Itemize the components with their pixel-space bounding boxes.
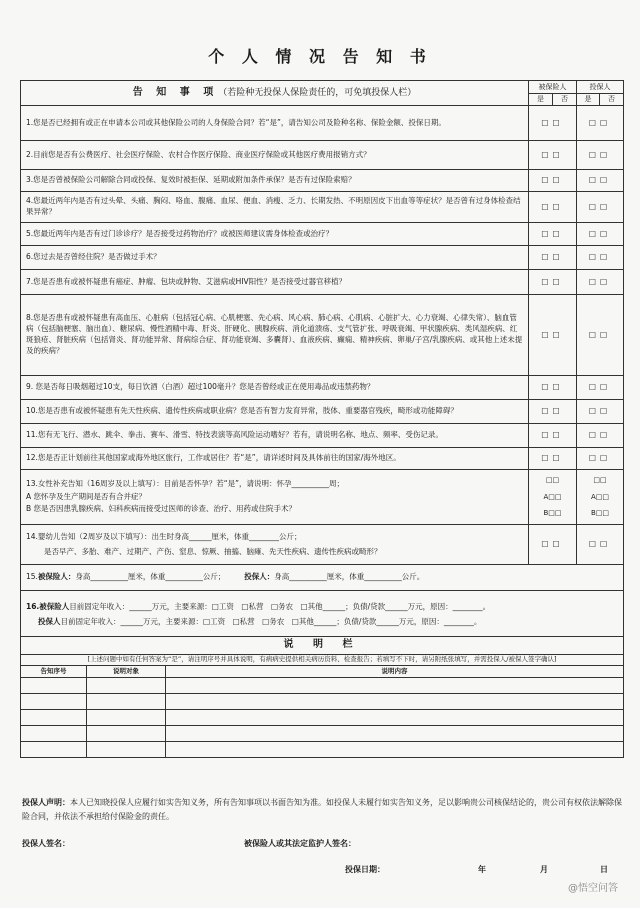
question-row-14 (21, 525, 624, 565)
col-subject: 说明对象 (87, 666, 166, 678)
question-text: 13.女性补充告知（16周岁及以上填写）：目前是否怀孕？若“是”，请说明：怀孕__________周； A 您怀孕及生产期间是否有合并症？ B 您是否因患乳腺疾病、妇科疾病而接受过医师的诊查、治疗、用药或住院手术？ (21, 470, 529, 525)
insured-checkboxes[interactable]: □□ (529, 106, 577, 141)
holder-checkboxes[interactable]: □□ (577, 448, 624, 470)
question-text: 3.您是否曾被保险公司解除合同或投保、复效时被拒保、延期或附加条件承保？是否有过保险索赔？ (21, 170, 529, 192)
holder-checkboxes[interactable]: □□ (577, 400, 624, 424)
insured-checkboxes[interactable]: □□ (529, 448, 577, 470)
insured-checkboxes[interactable]: □□ (529, 170, 577, 192)
height-weight-line: 15.被保险人：身高__________厘米，体重__________公斤； 投保人：身高__________厘米，体重__________公斤。 (21, 565, 624, 591)
date-year: 年 (478, 865, 486, 874)
explanation-row[interactable] (21, 678, 624, 694)
question-row (21, 246, 624, 270)
question-row (21, 270, 624, 295)
insured-checkboxes[interactable]: □□ (529, 223, 577, 246)
header-no: 否 (600, 94, 624, 106)
holder-checkboxes[interactable]: □□ (577, 246, 624, 270)
holder-checkboxes[interactable]: □□ (577, 106, 624, 141)
policyholder-signature[interactable]: 投保人签名： (22, 839, 70, 848)
col-content: 说明内容 (166, 666, 624, 678)
insured-checkboxes[interactable]: □□ (529, 270, 577, 295)
question-row (21, 170, 624, 192)
page-title: 个 人 情 况 告 知 书 (208, 47, 432, 66)
watermark: @悟空问答 (568, 883, 618, 894)
question-row-13 (21, 470, 624, 525)
insured-checkboxes[interactable]: □□ (529, 376, 577, 400)
question-row (21, 424, 624, 448)
disclosure-table (20, 80, 624, 758)
header-notice-items: 告 知 事 项（若险种无投保人保险责任的，可免填投保人栏） (21, 81, 529, 106)
insured-checkboxes[interactable]: □□ (529, 295, 577, 376)
insured-signature[interactable]: 被保险人或其法定监护人签名： (244, 839, 356, 848)
explanation-row[interactable] (21, 694, 624, 710)
question-row (21, 223, 624, 246)
explanation-note: [上述问题中如有任何答案为“是”，请注明序号并具体说明，有病病史提供相关病历资料、检查报告；若填写不下时，请另附纸张填写，并需投保人/被保人签字确认] (21, 655, 624, 666)
holder-checkboxes[interactable]: □□ (577, 525, 624, 565)
question-text: 4.您最近两年内是否有过头晕、头痛、胸闷、咯血、腹痛、血尿、便血、消瘦、乏力、长期发热、不明原因皮下出血等等症状？是否曾有过身体检查结果异常？ (21, 192, 529, 223)
question-text: 1.您是否已经拥有或正在申请本公司或其他保险公司的人身保险合同？若“是”，请告知公司及险种名称、保险金额、投保日期。 (21, 106, 529, 141)
declaration-label: 投保人声明： (22, 798, 70, 807)
holder-checkboxes[interactable]: □□ (577, 424, 624, 448)
question-row (21, 448, 624, 470)
holder-checkboxes[interactable]: □□ (577, 270, 624, 295)
question-row-15 (21, 565, 624, 591)
question-text: 12.您是否正计划前往其他国家或海外地区旅行，工作或居住？若“是”，请详述时间及具体前往的国家/海外地区。 (21, 448, 529, 470)
explanation-title: 说 明 栏 (21, 637, 624, 655)
insured-checkboxes[interactable]: □□ (529, 525, 577, 565)
header-policyholder: 投保人 (577, 81, 624, 94)
declaration-text: 本人已知晓投保人应履行如实告知义务，所有告知事项以书面告知为准。如投保人未履行如实告知义务，足以影响贵公司核保结论的，贵公司有权依法解除保险合同，并依法不承担给付保险金的责任。 (22, 798, 622, 821)
explanation-row[interactable] (21, 726, 624, 742)
insured-checkboxes[interactable]: □□ (529, 192, 577, 223)
date-month: 月 (540, 865, 548, 874)
application-date-label: 投保日期： (345, 865, 385, 874)
question-text: 14.婴幼儿告知（2周岁及以下填写）：出生时身高______厘米，体重________公斤； 是否早产、多胎、难产、过期产、产伤、窒息、惊厥、抽搐、脑瘫、先天性疾病、遗传性疾病或畸形？ (21, 525, 529, 565)
header-no: 否 (553, 94, 577, 106)
explanation-row[interactable] (21, 710, 624, 726)
question-text: 9. 您是否每日吸烟超过10支，每日饮酒（白酒）超过100毫升？您是否曾经或正在使用毒品或违禁药物？ (21, 376, 529, 400)
question-text: 11.您有无飞行、潜水、跳伞、拳击、赛车、滑雪、特技表演等高风险运动嗜好？若有，请说明名称、地点、频率、受伤记录。 (21, 424, 529, 448)
question-row-16 (21, 591, 624, 637)
question-text: 6.您过去是否曾经住院？是否做过手术？ (21, 246, 529, 270)
policyholder-declaration (22, 796, 622, 824)
holder-checkboxes[interactable]: □□ (577, 295, 624, 376)
question-text: 7.您是否患有或被怀疑患有癌症、肿瘤、包块或肿物、艾滋病或HIV阳性？是否接受过器官移植？ (21, 270, 529, 295)
question-text: 10.您是否患有或被怀疑患有先天性疾病、遗传性疾病或职业病？您是否有智力发育异常，肢体、重要器官残疾，畸形或功能障碍？ (21, 400, 529, 424)
question-row (21, 106, 624, 141)
question-text: 5.您最近两年内是否有过门诊诊疗？是否接受过药物治疗？或被医师建议需身体检查或治疗？ (21, 223, 529, 246)
holder-checkboxes[interactable]: □□ (577, 376, 624, 400)
date-day: 日 (600, 865, 608, 874)
question-row (21, 400, 624, 424)
header-yes: 是 (577, 94, 600, 106)
explanation-row[interactable] (21, 742, 624, 758)
holder-checkboxes[interactable]: □□ (577, 192, 624, 223)
income-lines: 16.被保险人目前固定年收入：______万元，主要来源：□工资 □私营 □务农 □其他______；负债/贷款______万元，原因：________。 投保人目前固定年收入：______万元，主要来源：□工资 □私营 □务农 □其他______；负债/贷款______万元，原因：________。 (21, 591, 624, 637)
holder-checkboxes[interactable]: □□ A□□ B□□ (577, 470, 624, 525)
question-text: 8.您是否患有或被怀疑患有高血压、心脏病（包括冠心病、心肌梗塞、先心病、风心病、肺心病、心肌病、心脏扩大、心力衰竭、心律失常）、脑血管病（包括脑梗塞、脑出血）、糖尿病、慢性酒精中毒、肝炎、肝硬化、胰腺疾病、消化道溃疡、支气管扩张、呼吸衰竭、甲状腺疾病、类风湿疾病、红斑狼疮、肾脏疾病（包括肾炎、肾功能异常、肾病综合症、肾功能衰竭、多囊肾）、血液疾病、癫痫、精神疾病、卵巢/子宫/乳腺疾病、或其他上述未提及的疾病？ (21, 295, 529, 376)
header-insured: 被保险人 (529, 81, 577, 94)
insured-checkboxes[interactable]: □□ (529, 246, 577, 270)
insured-checkboxes[interactable]: □□ (529, 141, 577, 170)
insured-checkboxes[interactable]: □□ (529, 424, 577, 448)
holder-checkboxes[interactable]: □□ (577, 141, 624, 170)
col-notice-number: 告知序号 (21, 666, 87, 678)
question-row (21, 192, 624, 223)
header-yes: 是 (529, 94, 553, 106)
question-row (21, 295, 624, 376)
holder-checkboxes[interactable]: □□ (577, 170, 624, 192)
question-row (21, 141, 624, 170)
question-text: 2.目前您是否有公费医疗、社会医疗保险、农村合作医疗保险、商业医疗保险或其他医疗费用报销方式？ (21, 141, 529, 170)
insured-checkboxes[interactable]: □□ A□□ B□□ (529, 470, 577, 525)
insured-checkboxes[interactable]: □□ (529, 400, 577, 424)
holder-checkboxes[interactable]: □□ (577, 223, 624, 246)
question-row (21, 376, 624, 400)
